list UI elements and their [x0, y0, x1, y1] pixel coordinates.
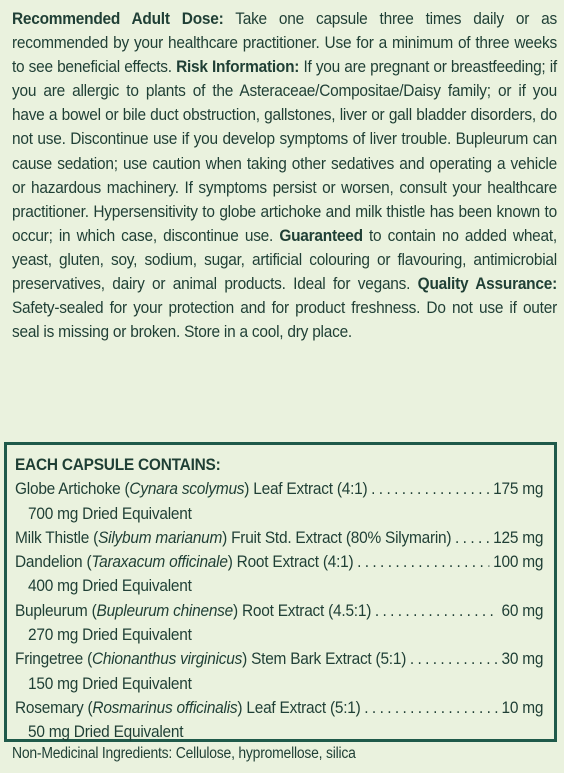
ingredient-latin: Bupleurum chinense: [96, 600, 234, 620]
ingredient-amount: 60 mg: [501, 600, 544, 620]
ingredient-latin: Rosmarinus officinalis: [92, 697, 238, 717]
ingredient-amount: 175 mg: [493, 479, 544, 499]
capsule-title: EACH CAPSULE CONTAINS:: [15, 455, 221, 474]
ingredient-part: ) Root Extract (4.5:1): [233, 600, 372, 620]
ingredient-name: Fringetree (: [15, 649, 92, 669]
ingredient-name: Dandelion (: [15, 552, 92, 572]
ingredient-amount: 10 mg: [501, 697, 544, 717]
ingredient-row: [15, 696, 543, 720]
leader-dots: [371, 477, 489, 501]
ingredient-row: [15, 599, 543, 623]
ingredient-row: [15, 550, 543, 574]
ingredient-part: ) Leaf Extract (4:1): [244, 479, 368, 499]
ingredient-part: ) Stem Bark Extract (5:1): [242, 649, 407, 669]
directions-paragraph: [12, 7, 557, 344]
dose-text: Take one capsule three times daily or as recommended by your healthcare practitioner. Use for a minimum of three weeks to see beneficial effects.: [12, 9, 557, 77]
leader-dots: [455, 526, 489, 550]
ingredient-latin: Chionanthus virginicus: [91, 649, 243, 669]
dried-equivalent: 400 mg Dried Equivalent: [28, 576, 192, 596]
leader-dots: [375, 599, 498, 623]
ingredient-latin: Cynara scolymus: [129, 479, 245, 499]
ingredient-part: ) Leaf Extract (5:1): [237, 697, 361, 717]
leader-dots: [410, 647, 498, 671]
risk-text: If you are pregnant or breastfeeding; if you are allergic to plants of the Asteraceae/Compositae/Daisy family; or if you have a bowel or bile duct obstruction, gallstones, liver or gall bladder disorders, do not use. Discontinue use if you develop symptoms of liver trouble. Bupleurum can cause sedation; use caution when taking other sedatives and operating a vehicle or hazardous machinery. If symptoms persist or worsen, consult your healthcare practitioner. Hypersensitivity to globe artichoke and milk thistle has been known to occur; in which case, discontinue use.: [12, 57, 557, 245]
risk-label: Risk Information:: [176, 57, 300, 77]
ingredient-latin: Taraxacum officinale: [91, 552, 228, 572]
ingredient-name: Milk Thistle (: [15, 527, 99, 547]
ingredient-row: [15, 526, 543, 550]
ingredient-amount: 30 mg: [501, 649, 544, 669]
leader-dots: [364, 696, 498, 720]
ingredient-amount: 100 mg: [493, 552, 544, 572]
ingredient-latin: Silybum marianum: [98, 527, 223, 547]
quality-text: Safety-sealed for your protection and for product freshness. Do not use if outer seal is missing or broken. Store in a cool, dry place.: [12, 298, 557, 342]
ingredient-name: Globe Artichoke (: [15, 479, 130, 499]
dried-equivalent: 50 mg Dried Equivalent: [28, 722, 184, 742]
ingredient-name: Bupleurum (: [15, 600, 97, 620]
dose-label: Recommended Adult Dose:: [12, 9, 224, 28]
ingredient-part: ) Fruit Std. Extract (80% Silymarin): [222, 527, 452, 547]
non-medicinal-ingredients: Non-Medicinal Ingredients: Cellulose, hypromellose, silica: [12, 745, 356, 762]
ingredients-box: [4, 442, 557, 742]
dried-equivalent: 150 mg Dried Equivalent: [28, 673, 192, 693]
ingredient-row: [15, 647, 543, 671]
leader-dots: [357, 550, 489, 574]
ingredient-row: [15, 477, 543, 501]
quality-label: Quality Assurance:: [417, 274, 557, 294]
dried-equivalent: 270 mg Dried Equivalent: [28, 625, 192, 645]
ingredient-part: ) Root Extract (4:1): [227, 552, 354, 572]
guaranteed-text: to contain no added wheat, yeast, gluten, soy, sodium, sugar, artificial colouring or flavouring, antimicrobial preservatives, dairy or animal products. Ideal for vegans.: [12, 225, 557, 294]
dried-equivalent: 700 mg Dried Equivalent: [28, 503, 192, 523]
ingredient-amount: 125 mg: [493, 527, 544, 547]
ingredient-name: Rosemary (: [15, 697, 93, 717]
guaranteed-label: Guaranteed: [279, 225, 363, 245]
